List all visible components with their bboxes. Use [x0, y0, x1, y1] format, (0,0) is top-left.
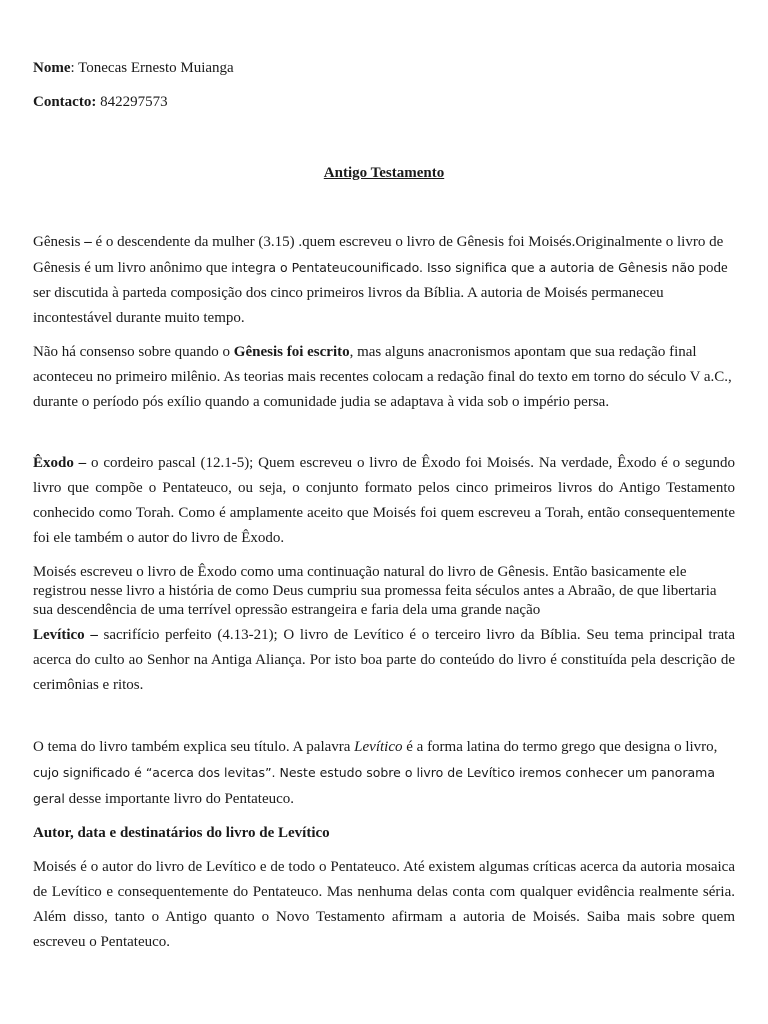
- exodo-heading: Êxodo –: [33, 455, 87, 471]
- levitico-section-heading: Autor, data e destinatários do livro de Levítico: [33, 825, 330, 841]
- exodo-p1-text: o cordeiro pascal (12.1-5); Quem escreveu o livro de Êxodo foi Moisés. Na verdade, Êxodo é o segundo livro que compõe o Pentateuco, ou seja, o conjunto formato pelos cinco primeiros livros do Antigo Testamento conhecido como Torah. Como é amplamente aceito que Moisés foi quem escreveu a Torah, então consequentemente foi ele também o autor do livro de Êxodo.: [33, 455, 735, 546]
- levitico-p3-text: Moisés é o autor do livro de Levítico e de todo o Pentateuco. Até existem algumas críticas acerca da autoria mosaica de Levítico e consequentemente do Pentateuco. Mas nenhuma delas conta com qualquer evidência realmente séria. Além disso, tanto o Antigo quanto o Novo Testamento afirmam a autoria de Moisés. Saiba mais sobre quem escreveu o Pentateuco.: [33, 859, 735, 950]
- levitico-paragraph-2: [33, 735, 735, 812]
- levitico-p1-text: sacrifício perfeito (4.13-21); O livro de Levítico é o terceiro livro da Bíblia. Seu tema principal trata acerca do culto ao Senhor na Antiga Aliança. Por isto boa parte do conteúdo do livro é constituída pela descrição de cerimônias e ritos.: [33, 627, 735, 693]
- exodo-paragraph-1: [33, 451, 735, 551]
- genesis-paragraph-1: [33, 230, 735, 331]
- genesis-p2-b: , mas alguns anacronismos apontam que sua redação final aconteceu no primeiro milênio. As teorias mais recentes colocam a redação final do texto em torno do século V a.C., durante o período pós exílio quando a comunidade judia se adaptava à vida sob o império persa.: [33, 344, 732, 410]
- genesis-text-sans: integra o Pentateucounificado. Isso significa que a autoria de Gênesis não: [231, 260, 695, 275]
- contact-line: [33, 90, 735, 115]
- name-line: [33, 56, 735, 81]
- levitico-p2-b: é a forma latina do termo grego que designa o livro,: [402, 739, 718, 755]
- section-heading: [33, 821, 735, 846]
- page-title: Antigo Testamento: [323, 165, 445, 181]
- levitico-p2-a: O tema do livro também explica seu título. A palavra: [33, 739, 355, 755]
- name-label: Nome: [33, 60, 71, 76]
- levitico-word: Levítico: [354, 739, 403, 755]
- levitico-paragraph-1: [33, 623, 735, 698]
- genesis-paragraph-2: [33, 340, 735, 415]
- levitico-heading: Levítico –: [33, 627, 98, 643]
- exodo-p2-text: Moisés escreveu o livro de Êxodo como uma continuação natural do livro de Gênesis. Então basicamente ele registrou nesse livro a história de como Deus cumpriu sua promessa feita séculos antes a Abraão, de que libertaria sua descendência de uma terrível opressão estrangeira e faria dela uma grande nação: [33, 564, 717, 618]
- genesis-dash: –: [80, 234, 96, 250]
- exodo-paragraph-2: [33, 563, 735, 620]
- genesis-name: Gênesis: [33, 234, 81, 250]
- levitico-p2-c: desse importante livro do Pentateuco.: [64, 791, 295, 807]
- genesis-text-a: é o descendente da mulher (3.15) .quem escreveu o livro de Gênesis foi Moisés.Originalmente o livro de Gênesis é um livro anônimo que: [33, 234, 724, 276]
- genesis-p2-a: Não há consenso sobre quando o: [33, 344, 234, 360]
- levitico-p2-sans: cujo significado é “acerca dos levitas”. Neste estudo sobre o livro de Levítico iremos conhecer um panorama geral: [33, 765, 715, 806]
- genesis-p2-bold: Gênesis foi escrito: [233, 344, 350, 360]
- contact-value: 842297573: [96, 94, 168, 110]
- genesis-text-b: pode ser discutida à parteda composição dos cinco primeiros livros da Bíblia. A autoria de Moisés permaneceu incontestável durante muito tempo.: [33, 260, 728, 326]
- levitico-paragraph-3: [33, 855, 735, 955]
- contact-label: Contacto:: [33, 94, 97, 110]
- name-value: : Tonecas Ernesto Muianga: [70, 60, 234, 76]
